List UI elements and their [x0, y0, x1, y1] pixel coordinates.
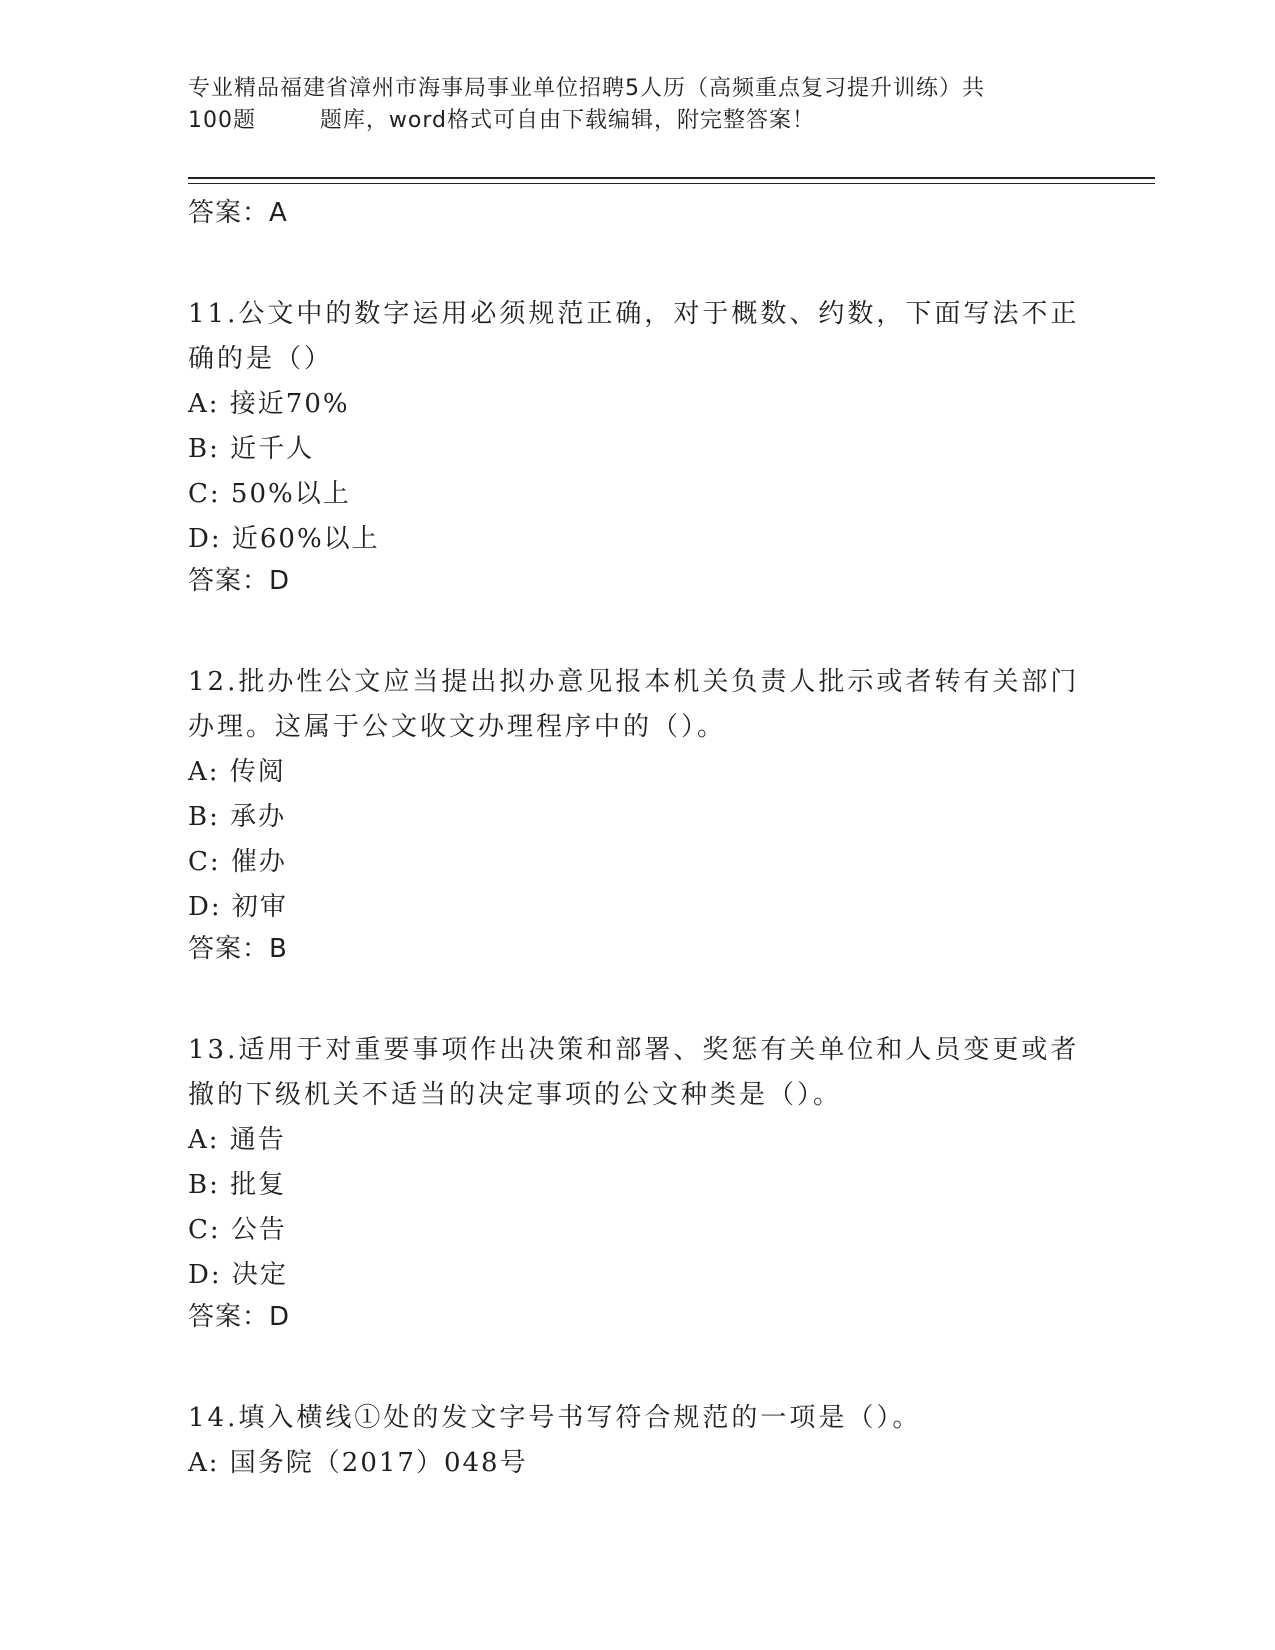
- option-c: C: 催办: [188, 847, 287, 877]
- option-c: C: 50%以上: [188, 479, 351, 509]
- question-14: [188, 1396, 1088, 1486]
- option-a: A: 接近70%: [188, 389, 350, 419]
- option-a: A: 传阅: [188, 757, 286, 787]
- question-text: 14.填入横线①处的发文字号书写符合规范的一项是（）。: [188, 1403, 922, 1433]
- option-b: B: 承办: [188, 802, 287, 832]
- question-13: [188, 1028, 1088, 1336]
- question-text: 12.批办性公文应当提出拟办意见报本机关负责人批示或者转有关部门办理。这属于公文收文办理程序中的（）。: [188, 667, 1080, 742]
- answer-line: 答案：A: [188, 198, 288, 228]
- question-12: [188, 660, 1088, 968]
- question-text: 11.公文中的数字运用必须规范正确，对于概数、约数，下面写法不正确的是（）: [188, 299, 1080, 374]
- option-d: D: 决定: [188, 1260, 288, 1290]
- question-11: [188, 292, 1088, 600]
- option-b: B: 近千人: [188, 434, 315, 464]
- answer-line: 答案：D: [188, 1302, 291, 1332]
- document-body: [188, 194, 1088, 1486]
- option-a: A: 通告: [188, 1125, 286, 1155]
- option-d: D: 近60%以上: [188, 524, 380, 554]
- header-line-2: 100题 题库，word格式可自由下载编辑，附完整答案！: [188, 108, 816, 133]
- option-a: A: 国务院（2017）048号: [188, 1448, 528, 1478]
- option-d: D: 初审: [188, 892, 288, 922]
- header-rule-thick: [188, 177, 1155, 179]
- document-header: [188, 73, 1088, 137]
- header-rule-thin: [188, 183, 1155, 184]
- header-line-1: 专业精品福建省漳州市海事局事业单位招聘5人历（高频重点复习提升训练）共: [188, 76, 985, 101]
- option-b: B: 批复: [188, 1170, 287, 1200]
- option-c: C: 公告: [188, 1215, 287, 1245]
- answer-line: 答案：D: [188, 566, 291, 596]
- answer-line: 答案：B: [188, 934, 288, 964]
- question-text: 13.适用于对重要事项作出决策和部署、奖惩有关单位和人员变更或者撤的下级机关不适当的决定事项的公文种类是（）。: [188, 1035, 1080, 1110]
